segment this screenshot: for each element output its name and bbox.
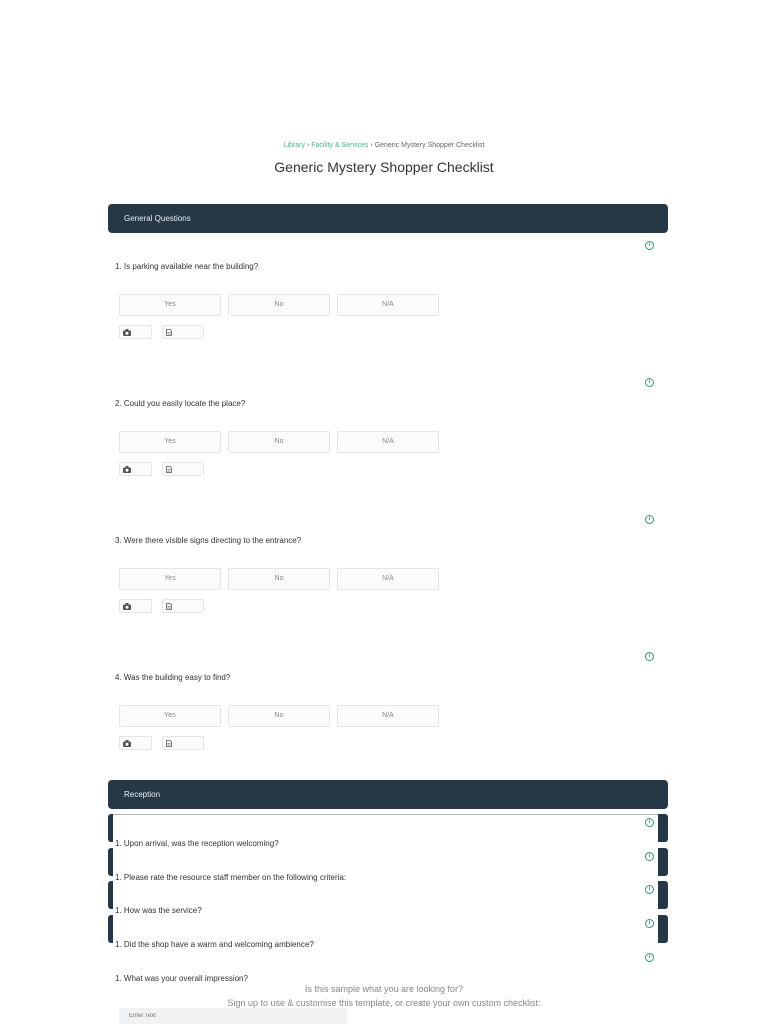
section-header-reception: Reception bbox=[108, 780, 668, 809]
info-icon[interactable]: i bbox=[645, 818, 654, 827]
info-icon[interactable]: i bbox=[645, 852, 654, 861]
info-icon[interactable]: i bbox=[645, 652, 654, 661]
camera-icon bbox=[123, 603, 131, 610]
option-na-button[interactable]: N/A bbox=[337, 705, 439, 727]
question-text: 1. Is parking available near the building? bbox=[115, 262, 259, 271]
option-na-button[interactable]: N/A bbox=[337, 431, 439, 453]
option-yes-button[interactable]: Yes bbox=[119, 705, 221, 727]
note-button[interactable] bbox=[162, 599, 204, 613]
note-button[interactable] bbox=[162, 462, 204, 476]
section-header-general: General Questions bbox=[108, 204, 668, 233]
note-icon bbox=[166, 466, 172, 473]
question-item bbox=[108, 378, 668, 498]
page-title: Generic Mystery Shopper Checklist bbox=[274, 159, 494, 175]
option-no-button[interactable]: No bbox=[228, 294, 330, 316]
option-no-button[interactable]: No bbox=[228, 568, 330, 590]
question-item bbox=[108, 241, 668, 361]
option-yes-button[interactable]: Yes bbox=[119, 294, 221, 316]
option-yes-button[interactable]: Yes bbox=[119, 568, 221, 590]
camera-button[interactable] bbox=[119, 325, 152, 339]
question-text: 1. Please rate the resource staff member on the following criteria: bbox=[115, 873, 347, 882]
group-bracket-left bbox=[108, 848, 113, 876]
option-no-button[interactable]: No bbox=[228, 705, 330, 727]
info-icon[interactable]: i bbox=[645, 515, 654, 524]
question-text: 2. Could you easily locate the place? bbox=[115, 399, 246, 408]
info-icon[interactable]: i bbox=[645, 953, 654, 962]
group-bracket-right bbox=[658, 881, 668, 909]
breadcrumb-facility-link[interactable]: Facility & Services bbox=[311, 142, 369, 149]
breadcrumb-current: Generic Mystery Shopper Checklist bbox=[374, 142, 485, 149]
info-icon[interactable]: i bbox=[645, 885, 654, 894]
reception-question-item[interactable] bbox=[108, 814, 668, 848]
enter-text-input[interactable] bbox=[119, 1008, 347, 1024]
reception-question-item[interactable] bbox=[108, 881, 668, 915]
note-icon bbox=[166, 603, 172, 610]
option-no-button[interactable]: No bbox=[228, 431, 330, 453]
group-bracket-right bbox=[658, 814, 668, 842]
breadcrumb-separator: › bbox=[306, 142, 310, 149]
note-icon bbox=[166, 740, 172, 747]
group-bracket-right bbox=[658, 848, 668, 876]
camera-icon bbox=[123, 329, 131, 336]
question-text: 1. What was your overall impression? bbox=[115, 974, 248, 983]
camera-icon bbox=[123, 740, 131, 747]
group-bracket-left bbox=[108, 814, 113, 842]
cta-signup-text: Sign up to use & customise this template, or create your own custom checklist: bbox=[227, 998, 541, 1008]
question-item bbox=[108, 515, 668, 635]
option-yes-button[interactable]: Yes bbox=[119, 431, 221, 453]
group-bracket-left bbox=[108, 881, 113, 909]
note-button[interactable] bbox=[162, 736, 204, 750]
info-icon[interactable]: i bbox=[645, 241, 654, 250]
reception-question-item[interactable] bbox=[108, 915, 668, 949]
reception-question-item[interactable] bbox=[108, 848, 668, 882]
group-bracket-right bbox=[658, 915, 668, 943]
breadcrumb bbox=[0, 142, 768, 149]
group-bracket-left bbox=[108, 915, 113, 943]
question-text: 3. Were there visible signs directing to the entrance? bbox=[115, 536, 302, 545]
reception-question-item[interactable] bbox=[108, 949, 668, 983]
camera-button[interactable] bbox=[119, 462, 152, 476]
cta-question: Is this sample what you are looking for? bbox=[304, 984, 464, 994]
question-text: 4. Was the building easy to find? bbox=[115, 673, 231, 682]
info-icon[interactable]: i bbox=[645, 378, 654, 387]
question-text: 1. How was the service? bbox=[115, 906, 202, 915]
question-item bbox=[108, 652, 668, 772]
note-icon bbox=[166, 329, 172, 336]
divider bbox=[113, 814, 658, 815]
option-na-button[interactable]: N/A bbox=[337, 568, 439, 590]
info-icon[interactable]: i bbox=[645, 919, 654, 928]
breadcrumb-library-link[interactable]: Library bbox=[283, 142, 305, 149]
camera-icon bbox=[123, 466, 131, 473]
question-text: 1. Upon arrival, was the reception welcoming? bbox=[115, 839, 279, 848]
note-button[interactable] bbox=[162, 325, 204, 339]
camera-button[interactable] bbox=[119, 736, 152, 750]
question-text: 1. Did the shop have a warm and welcoming ambience? bbox=[115, 940, 314, 949]
breadcrumb-separator: › bbox=[370, 142, 373, 149]
option-na-button[interactable]: N/A bbox=[337, 294, 439, 316]
camera-button[interactable] bbox=[119, 599, 152, 613]
